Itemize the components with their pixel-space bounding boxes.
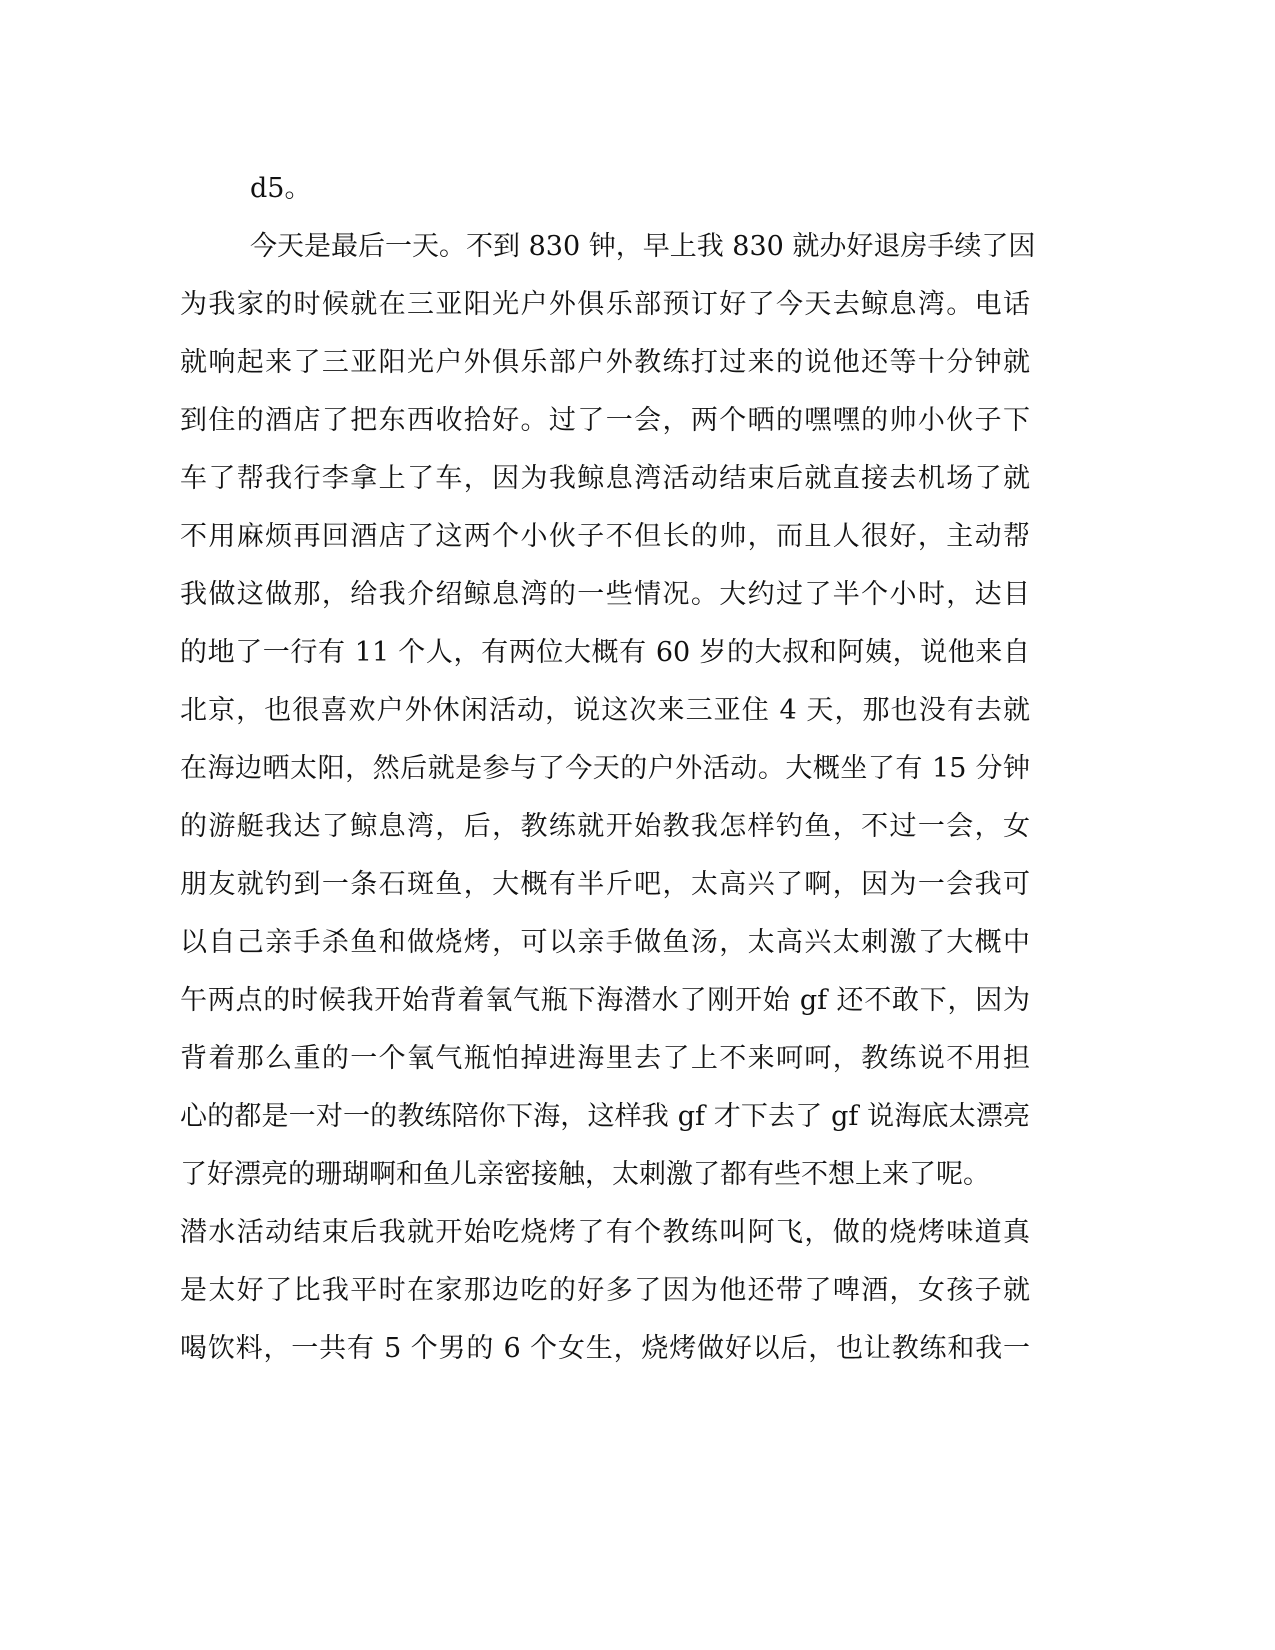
text-line: d5。: [250, 173, 312, 204]
text-line: 北京，也很喜欢户外休闲活动，说这次来三亚住 4 天，那也没有去就: [180, 695, 1030, 726]
text-line: 不用麻烦再回酒店了这两个小伙子不但长的帅，而且人很好，主动帮: [180, 521, 1030, 552]
text-line: 午两点的时候我开始背着氧气瓶下海潜水了刚开始 gf 还不敢下，因为: [180, 985, 1030, 1016]
text-line: 车了帮我行李拿上了车，因为我鲸息湾活动结束后就直接去机场了就: [180, 463, 1030, 494]
text-line: 到住的酒店了把东西收拾好。过了一会，两个晒的嘿嘿的帅小伙子下: [180, 405, 1030, 436]
text-line: 就响起来了三亚阳光户外俱乐部户外教练打过来的说他还等十分钟就: [180, 347, 1030, 378]
body-text: [180, 160, 1036, 1378]
text-line: 以自己亲手杀鱼和做烧烤，可以亲手做鱼汤，太高兴太刺激了大概中: [180, 927, 1030, 958]
text-line: 的游艇我达了鲸息湾，后，教练就开始教我怎样钓鱼，不过一会，女: [180, 811, 1030, 842]
text-line: 心的都是一对一的教练陪你下海，这样我 gf 才下去了 gf 说海底太漂亮: [180, 1101, 1030, 1132]
text-line: 潜水活动结束后我就开始吃烧烤了有个教练叫阿飞，做的烧烤味道真: [180, 1217, 1030, 1248]
text-line: 了好漂亮的珊瑚啊和鱼儿亲密接触，太刺激了都有些不想上来了呢。: [180, 1159, 990, 1190]
text-line: 我做这做那，给我介绍鲸息湾的一些情况。大约过了半个小时，达目: [180, 579, 1030, 610]
text-line: 朋友就钓到一条石斑鱼，大概有半斤吧，太高兴了啊，因为一会我可: [180, 869, 1030, 900]
text-line: 是太好了比我平时在家那边吃的好多了因为他还带了啤酒，女孩子就: [180, 1275, 1030, 1306]
text-line: 在海边晒太阳，然后就是参与了今天的户外活动。大概坐了有 15 分钟: [180, 753, 1030, 784]
text-line: 背着那么重的一个氧气瓶怕掉进海里去了上不来呵呵，教练说不用担: [180, 1043, 1030, 1074]
text-line: 的地了一行有 11 个人，有两位大概有 60 岁的大叔和阿姨，说他来自: [180, 637, 1030, 668]
text-line: 今天是最后一天。不到 830 钟，早上我 830 就办好退房手续了因: [250, 231, 1036, 262]
text-line: 喝饮料，一共有 5 个男的 6 个女生，烧烤做好以后，也让教练和我一: [180, 1333, 1030, 1364]
text-line: 为我家的时候就在三亚阳光户外俱乐部预订好了今天去鲸息湾。电话: [180, 289, 1030, 320]
